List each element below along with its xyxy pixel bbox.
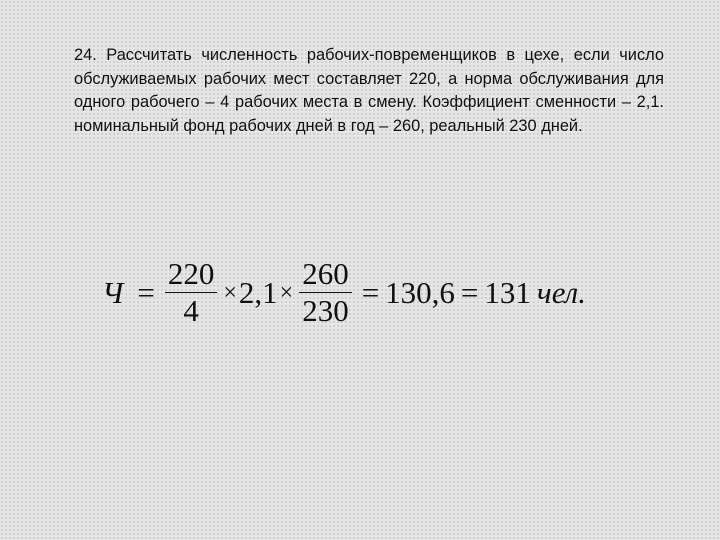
formula <box>102 255 586 330</box>
equals-sign: = <box>361 274 380 310</box>
fraction-numerator: 260 <box>302 256 349 291</box>
intermediate-result: 130,6 <box>385 274 455 310</box>
multiply-sign: × <box>223 280 237 306</box>
fraction-denominator: 4 <box>183 293 199 328</box>
final-result: 131 <box>484 274 531 310</box>
equals-sign: = <box>137 274 155 310</box>
shift-coefficient: 2,1 <box>238 274 278 310</box>
fraction-numerator: 220 <box>167 256 215 291</box>
formula-variable: Ч <box>102 274 124 310</box>
equals-sign: = <box>460 274 479 310</box>
fraction-work-days <box>299 258 352 327</box>
fraction-denominator: 230 <box>302 293 349 328</box>
multiply-sign: × <box>279 280 294 306</box>
result-unit: чел. <box>536 274 586 310</box>
problem-statement: 24. Рассчитать численность рабочих-повременщиков в цехе, если число обслуживаемых рабочих мест составляет 220, а норма обслуживания для одного рабочего – 4 рабочих места в смену. Коэффициент сменности – 2,1. номинальный фонд рабочих дней в год – 260, реальный 230 дней. <box>74 46 664 135</box>
fraction-workplaces <box>165 258 218 327</box>
